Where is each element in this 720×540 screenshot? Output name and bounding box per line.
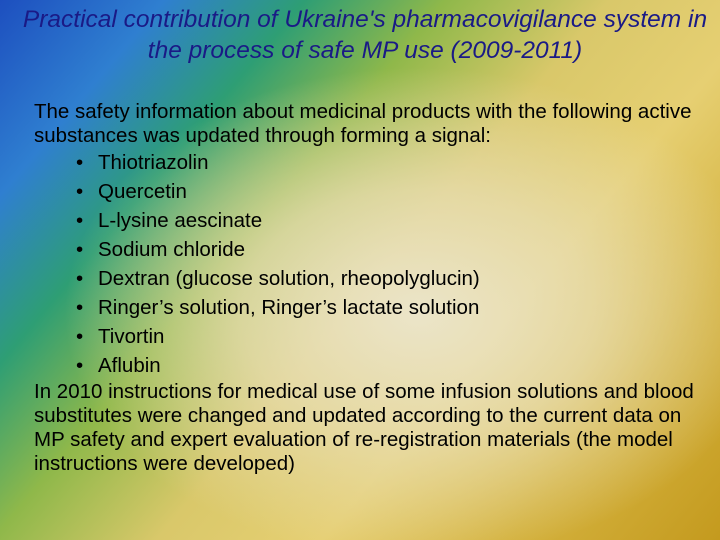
list-item [34, 177, 714, 206]
list-item [34, 351, 714, 380]
list-item-label: Dextran (glucose solution, rheopolyglucin) [98, 267, 480, 290]
slide-body [34, 100, 714, 476]
list-item-label: Ringer’s solution, Ringer’s lactate solution [98, 296, 480, 319]
bullet-icon: • [76, 296, 84, 319]
intro-paragraph: The safety information about medicinal products with the following active substances was updated through forming a signal: [34, 100, 692, 147]
bullet-icon: • [76, 209, 84, 232]
bullet-icon: • [76, 354, 84, 377]
bullet-icon: • [76, 325, 84, 348]
list-item-label: Thiotriazolin [98, 151, 209, 174]
list-item [34, 235, 714, 264]
list-item [34, 264, 714, 293]
list-item [34, 293, 714, 322]
list-item-label: Quercetin [98, 180, 187, 203]
substance-list [34, 148, 714, 380]
list-item [34, 148, 714, 177]
closing-paragraph: In 2010 instructions for medical use of some infusion solutions and blood substitutes were changed and updated according to the current data on MP safety and expert evaluation of re-registration materials (the model instructions were developed) [34, 380, 694, 475]
list-item-label: Aflubin [98, 354, 161, 377]
bullet-icon: • [76, 238, 84, 261]
bullet-icon: • [76, 267, 84, 290]
list-item-label: Tivortin [98, 325, 165, 348]
list-item-label: Sodium chloride [98, 238, 245, 261]
slide-title: Practical contribution of Ukraine's pharmacovigilance system in the process of safe MP use (2009-2011) [22, 6, 708, 64]
list-item [34, 322, 714, 351]
bullet-icon: • [76, 180, 84, 203]
bullet-icon: • [76, 151, 84, 174]
list-item-label: L-lysine aescinate [98, 209, 263, 232]
list-item [34, 206, 714, 235]
